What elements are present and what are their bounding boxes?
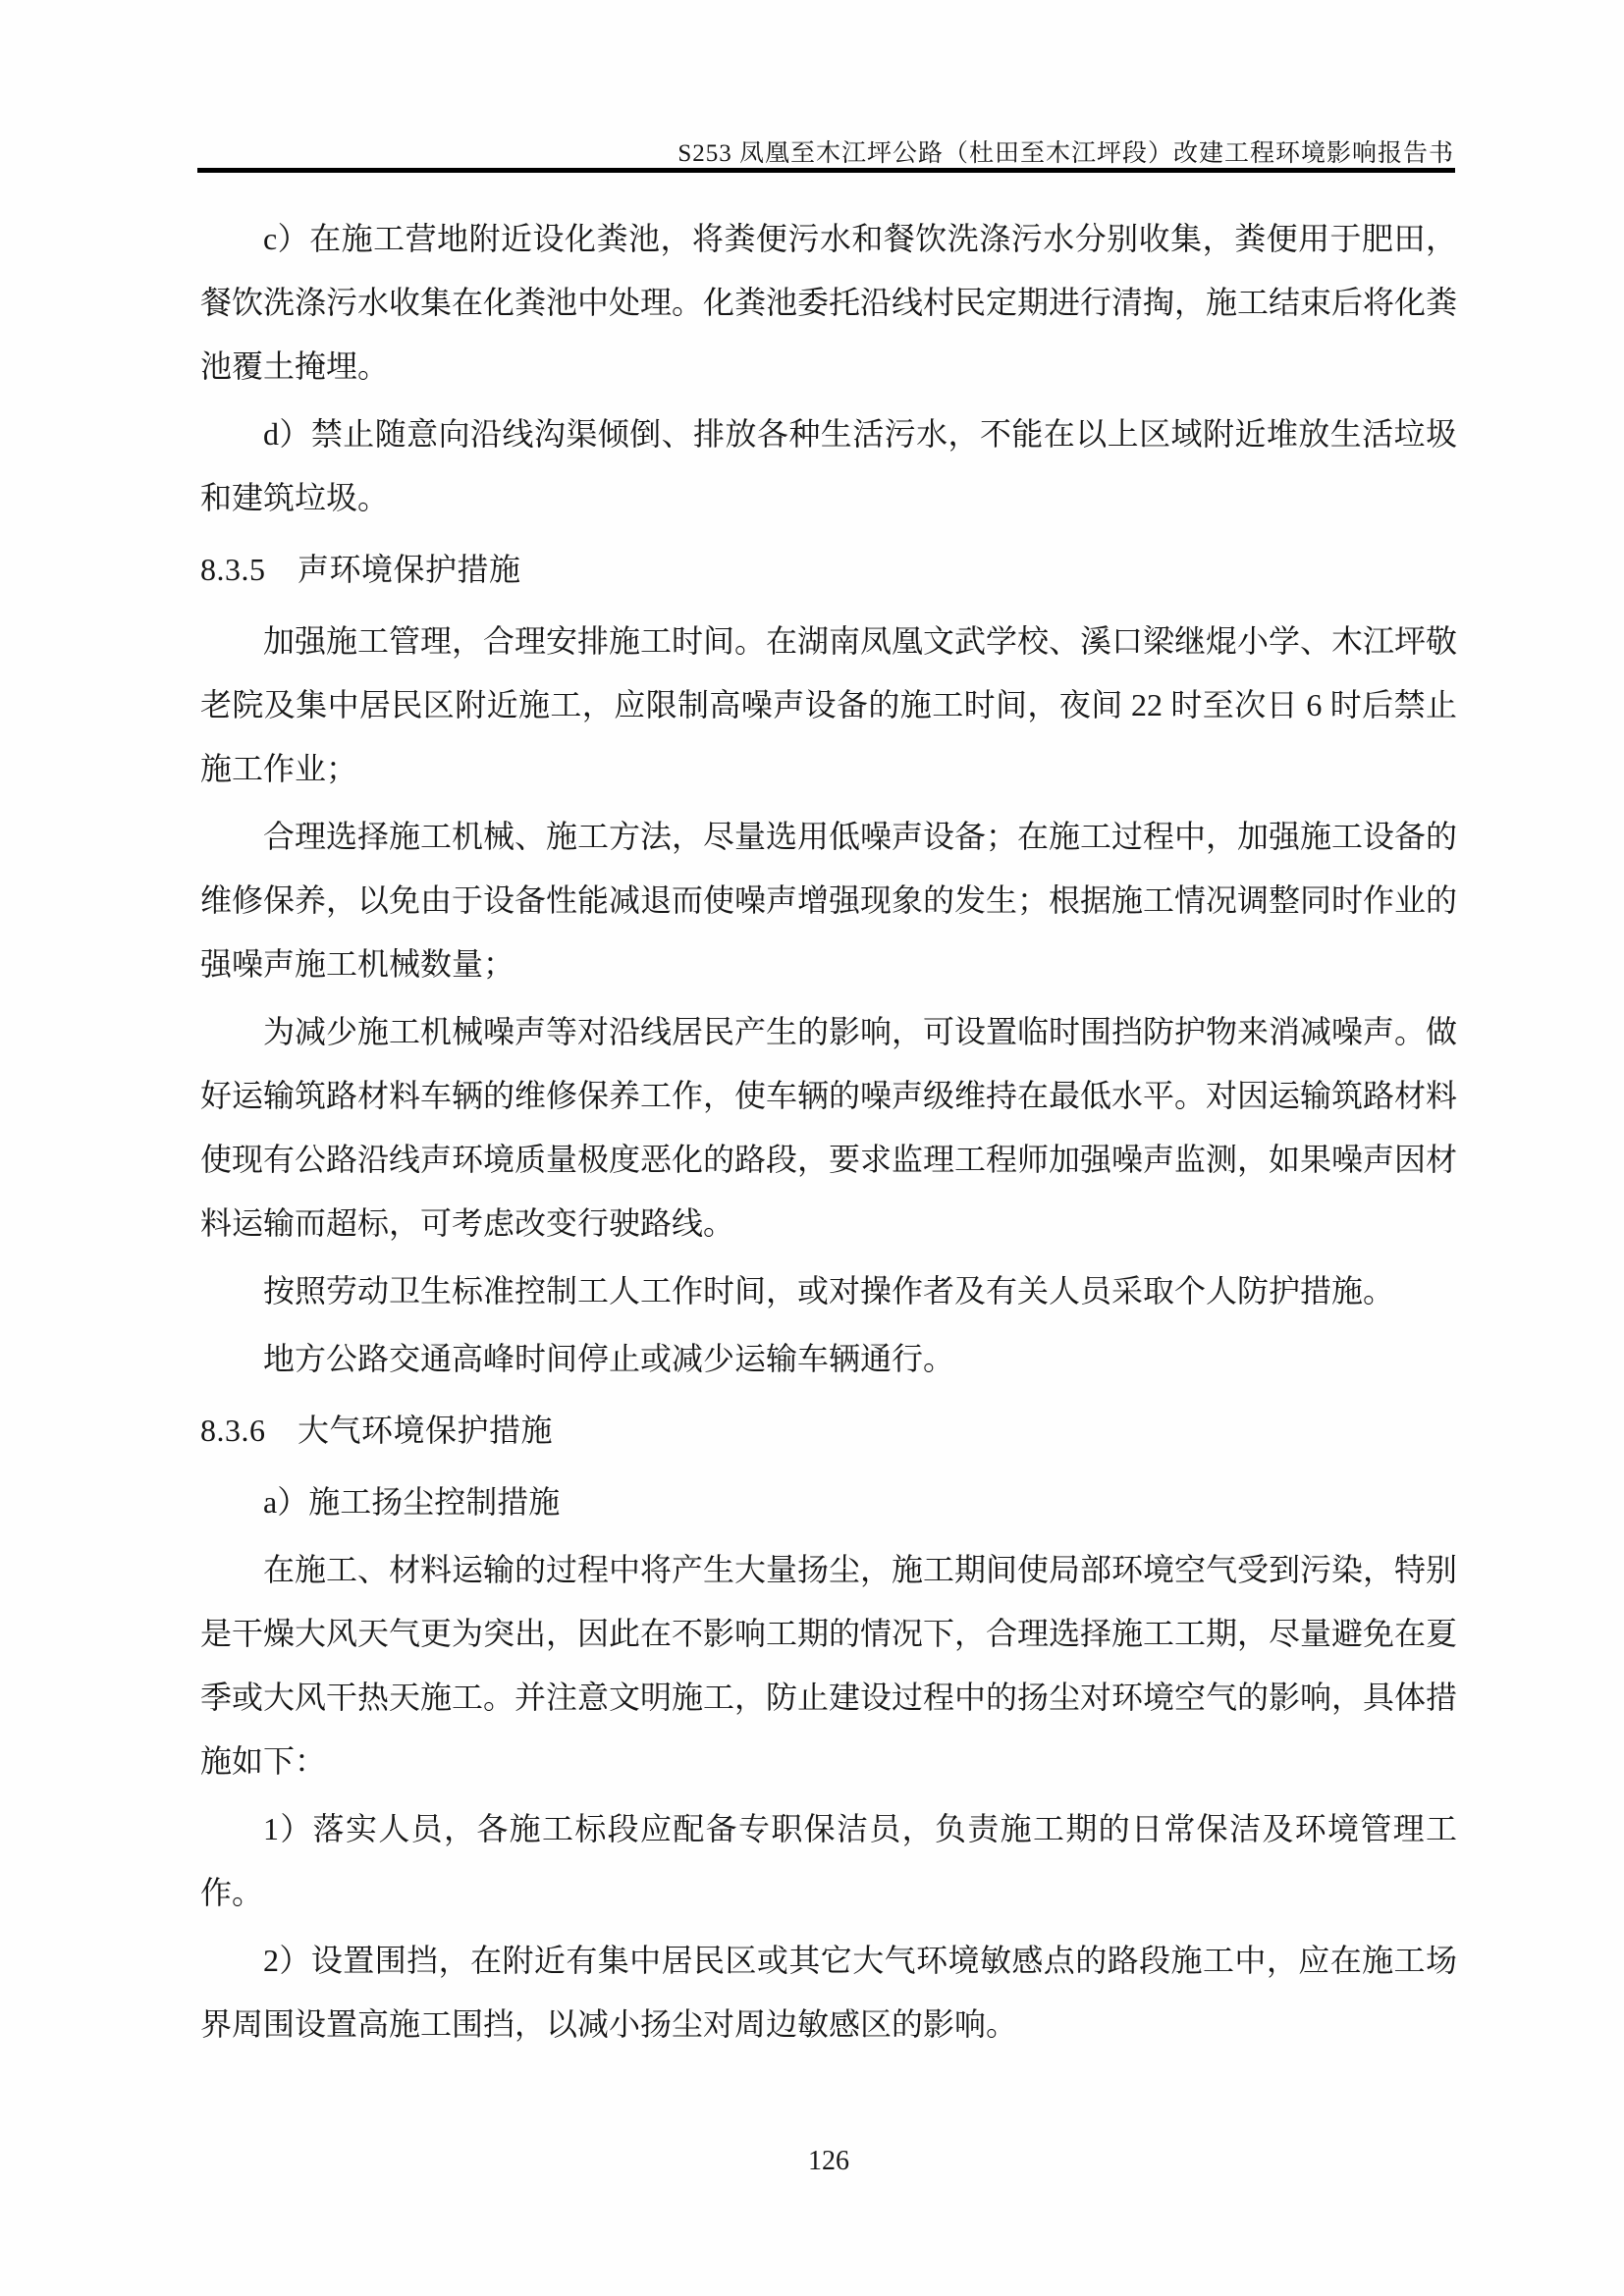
para-a-dust-control-title: a）施工扬尘控制措施: [263, 1484, 561, 1520]
header-rule-divider: [197, 168, 1455, 173]
para-dust-overview: 在施工、材料运输的过程中将产生大量扬尘，施工期间使局部环境空气受到污染，特别是干燥大风天气更为突出，因此在不影响工期的情况下，合理选择施工工期，尽量避免在夏季或大风干热天施工。并注意文明施工，防止建设过程中的扬尘对环境空气的影响，具体措施如下：: [200, 1552, 1458, 1779]
document-body: [200, 203, 1457, 2060]
heading-8-3-6: 8.3.6 大气环境保护措施: [200, 1413, 554, 1448]
para-noise-barrier: 为减少施工机械噪声等对沿线居民产生的影响，可设置临时围挡防护物来消减噪声。做好运输筑路材料车辆的维修保养工作，使车辆的噪声级维持在最低水平。对因运输筑路材料使现有公路沿线声环境质量极度恶化的路段，要求监理工程师加强噪声监测，如果噪声因材料运输而超标，可考虑改变行驶路线。: [200, 1014, 1458, 1241]
para-noise-schedule: 加强施工管理，合理安排施工时间。在湖南凤凰文武学校、溪口梁继焜小学、木江坪敬老院及集中居民区附近施工，应限制高噪声设备的施工时间，夜间 22 时至次日 6 时后禁止施工作业；: [200, 623, 1458, 786]
para-dust-measure-2: 2）设置围挡，在附近有集中居民区或其它大气环境敏感点的路段施工中，应在施工场界周围设置高施工围挡，以减小扬尘对周边敏感区的影响。: [200, 1943, 1457, 2042]
para-traffic-peak: 地方公路交通高峰时间停止或减少运输车辆通行。: [263, 1341, 955, 1376]
report-header-title: S253 凤凰至木江坪公路（杜田至木江坪段）改建工程环境影响报告书: [677, 140, 1454, 167]
para-noise-equipment: 合理选择施工机械、施工方法，尽量选用低噪声设备；在施工过程中，加强施工设备的维修保养，以免由于设备性能减退而使噪声增强现象的发生；根据施工情况调整同时作业的强噪声施工机械数量；: [200, 819, 1458, 982]
para-dust-measure-1: 1）落实人员，各施工标段应配备专职保洁员，负责施工期的日常保洁及环境管理工作。: [200, 1811, 1457, 1910]
para-c-septic-tank: c）在施工营地附近设化粪池，将粪便污水和餐饮洗涤污水分别收集，粪便用于肥田，餐饮洗涤污水收集在化粪池中处理。化粪池委托沿线村民定期进行清掏，施工结束后将化粪池覆土掩埋。: [200, 221, 1458, 384]
para-worker-protection: 按照劳动卫生标准控制工人工作时间，或对操作者及有关人员采取个人防护措施。: [263, 1273, 1395, 1308]
para-d-no-dumping: d）禁止随意向沿线沟渠倾倒、排放各种生活污水，不能在以上区域附近堆放生活垃圾和建筑垃圾。: [200, 416, 1457, 515]
page-number: 126: [808, 2146, 849, 2176]
heading-8-3-5: 8.3.5 声环境保护措施: [200, 552, 521, 587]
